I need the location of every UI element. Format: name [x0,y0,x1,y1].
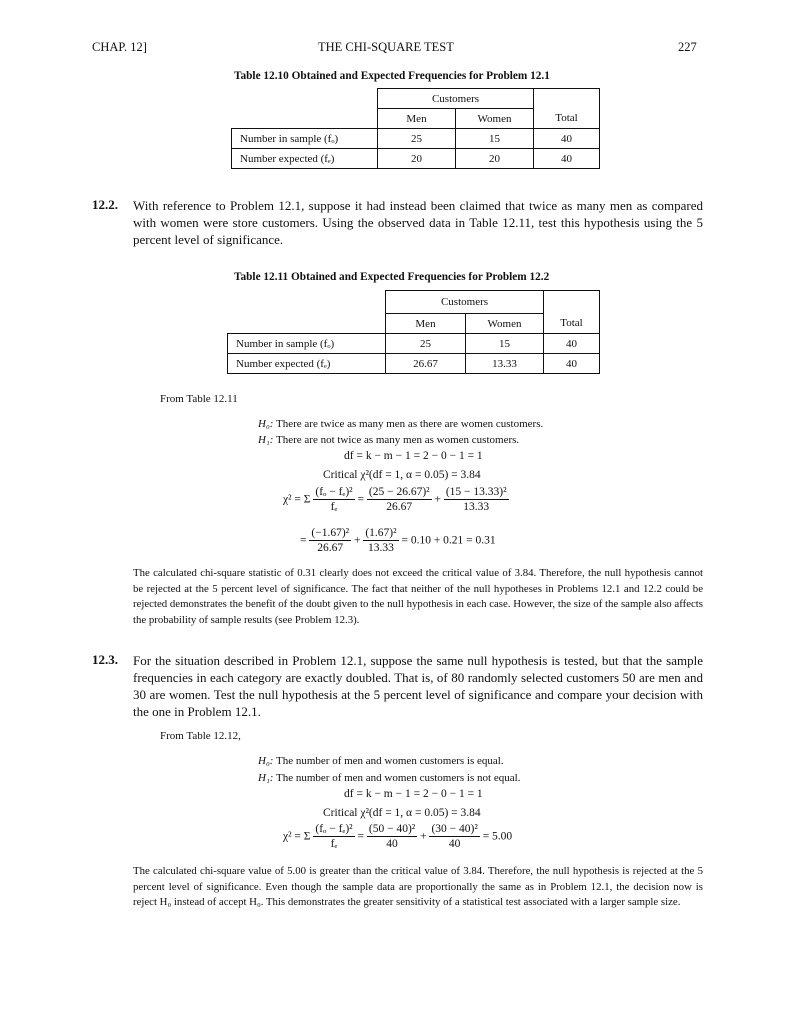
table-cell: 13.33 [466,354,544,374]
row-label-sample: Number in sample (fₒ) [232,129,378,149]
table-cell: 26.67 [386,354,466,374]
table-cell: 40 [544,354,600,374]
table-12-10-caption: Table 12.10 Obtained and Expected Frequencies for Problem 12.1 [234,70,550,82]
solution-12-3-source: From Table 12.12, [160,730,241,742]
h0-text: The number of men and women customers is equal. [276,755,504,767]
fraction-numerator: (−1.67)² [311,527,350,539]
chi-square-evaluation: = $\frac{\text{(−1.67)²}}{26.67}$ + $\frac{\text{(1.67)²}}{13.33}$ = 0.10 + 0.21 = 0.31 [300,527,496,554]
fraction-denominator: fₑ [330,838,338,850]
table-cell: 25 [378,129,456,149]
chi-square-formula: χ² = Σ $\frac{\text{(fₒ − fₑ)²}}{\text{fₑ}}$ = $\frac{\text{(50 − 40)²}}{40}$ + $\frac{\text{(30 − 40)²}}{40}$ = 5.00 [283,823,513,850]
fraction-men [367,486,432,514]
h1-text: The number of men and women customers is not equal. [276,772,521,784]
table-12-11 [227,290,600,374]
row-label-sample: Number in sample (fₒ) [228,334,386,354]
chi-square-formula: χ² = Σ $\frac{\text{(fₒ − fₑ)²}}{\text{fₑ}}$ = $\frac{\text{(25 − 26.67)²}}{26.67}$ + $\frac{\text{(15 − 13.33)²}}{13.33}$ [283,486,507,513]
table-group-header: Customers [386,291,544,314]
h0-label: H₀: [258,755,274,767]
problem-number-12-2: 12.2. [92,197,118,212]
fraction-denominator: fₑ [330,501,338,513]
fraction-numerator: (fₒ − fₑ)² [315,486,353,498]
fraction-numerator: (1.67)² [365,527,397,539]
critical-value-equation: Critical χ²(df = 1, α = 0.05) = 3.84 [323,807,481,819]
table-group-header: Customers [378,89,534,109]
fraction-women [429,823,479,851]
col-header-women: Women [466,314,544,334]
table-cell: 40 [534,129,600,149]
table-cell: 25 [386,334,466,354]
table-12-11-caption: Table 12.11 Obtained and Expected Frequencies for Problem 12.2 [234,271,550,283]
critical-value-equation: Critical χ²(df = 1, α = 0.05) = 3.84 [323,469,481,481]
hypothesis-h1 [258,434,519,446]
fraction-men-diff [309,527,351,555]
fraction-numerator: (30 − 40)² [431,823,478,835]
fraction-denominator: 13.33 [463,501,490,513]
col-header-men: Men [386,314,466,334]
fraction-women [444,486,509,514]
hypothesis-h0 [258,418,543,430]
problem-12-3-text: For the situation described in Problem 12.1, suppose the same null hypothesis is tested, but that the sample frequencies in each category are exactly doubled. That is, of 80 randomly selected customers 50 are men and 30 are women. Test the null hypothesis at the 5 percent level of significance and compare your decision with the one in Problem 12.1. [133,653,703,719]
table-cell: 40 [534,149,600,169]
fraction-numerator: (fₒ − fₑ)² [315,823,353,835]
fraction-women-diff [363,527,398,555]
problem-number-12-3: 12.3. [92,652,118,667]
h0-text: There are twice as many men as there are women customers. [276,418,544,430]
solution-12-3-conclusion: The calculated chi-square value of 5.00 is greater than the critical value of 3.84. Therefore, the null hypothesis is rejected at the 5 percent level of significance. Even though the sample data are proportionally the same as in Problem 12.1, the decision now is reject H₀ instead of accept H₀. This demonstrates the greater sensitivity of a statistical test associated with a larger sample size. [133,865,703,908]
h1-label: H₁: [258,772,274,784]
fraction-general [313,823,354,851]
col-header-total: Total [544,314,600,334]
table-cell: 20 [456,149,534,169]
chi-square-result: = 0.10 + 0.21 = 0.31 [401,534,496,547]
chi-square-lhs: χ² = Σ [283,493,311,506]
solution-12-2-source: From Table 12.11 [160,393,238,405]
col-header-total: Total [534,109,600,129]
h1-text: There are not twice as many men as women customers. [276,434,520,446]
table-cell: 15 [466,334,544,354]
fraction-numerator: (25 − 26.67)² [368,486,430,498]
table-cell: 20 [378,149,456,169]
fraction-denominator: 13.33 [368,542,394,554]
row-label-expected: Number expected (fₑ) [228,354,386,374]
fraction-denominator: 26.67 [317,542,344,554]
hypothesis-h1 [258,772,520,784]
table-cell: 15 [456,129,534,149]
fraction-men [367,823,417,851]
fraction-general [313,486,354,514]
solution-12-2-conclusion: The calculated chi-square statistic of 0.31 clearly does not exceed the critical value of 3.84. Therefore, the null hypothesis cannot be rejected at the 5 percent level of significance. The fact that neither of the null hypotheses in Problems 12.1 and 12.2 could be rejected demonstrates the benefit of the doubt given to the null hypothesis in each case. However, the size of the sample also affects the probability of sample results (see Problem 12.3). [133,567,703,626]
col-header-men: Men [378,109,456,129]
page-number: 227 [678,40,697,54]
h1-label: H₁: [258,434,274,446]
table-12-10 [231,88,600,169]
problem-12-2-text: With reference to Problem 12.1, suppose it had instead been claimed that twice as many men as compared with women were store customers. Using the observed data in Table 12.11, test this hypothesis using the 5 percent level of significance. [133,198,703,247]
fraction-numerator: (15 − 13.33)² [445,486,507,498]
row-label-expected: Number expected (fₑ) [232,149,378,169]
df-equation: df = k − m − 1 = 2 − 0 − 1 = 1 [344,450,483,462]
chi-square-lhs: χ² = Σ [283,830,311,843]
fraction-denominator: 40 [386,838,398,850]
fraction-numerator: (50 − 40)² [368,823,416,835]
hypothesis-h0 [258,755,504,767]
chapter-label: CHAP. 12] [92,40,147,54]
df-equation: df = k − m − 1 = 2 − 0 − 1 = 1 [344,788,483,800]
chi-square-result: = 5.00 [482,830,513,843]
running-title: THE CHI-SQUARE TEST [318,40,454,54]
fraction-denominator: 40 [448,838,461,850]
col-header-women: Women [456,109,534,129]
fraction-denominator: 26.67 [386,501,413,513]
table-cell: 40 [544,334,600,354]
h0-label: H₀: [258,418,274,430]
